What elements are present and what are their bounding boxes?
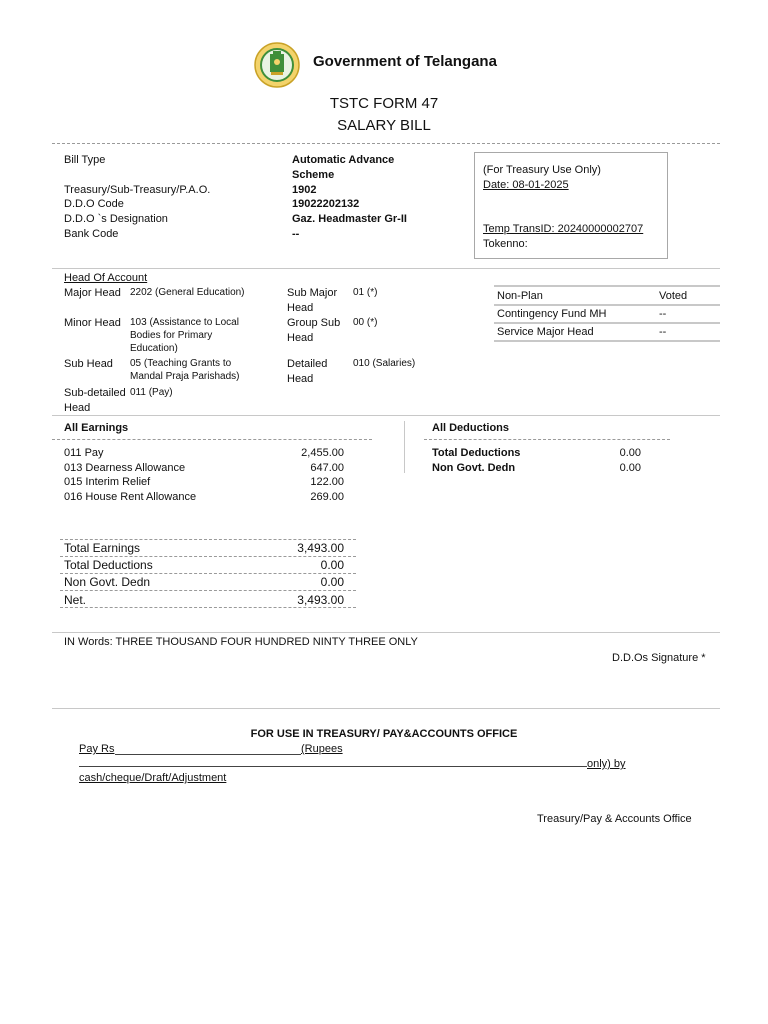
minor-head-value-1: 103 (Assistance to Local [130, 317, 239, 328]
form-subtitle: SALARY BILL [337, 117, 431, 134]
detailed-label-2: Head [287, 373, 314, 385]
temp-trans-id: Temp TransID: 20240000002707 [483, 223, 644, 235]
plan-value: Voted [659, 290, 688, 302]
bank-code-label: Bank Code [64, 228, 119, 240]
plan-label: Contingency Fund MH [497, 308, 607, 320]
totals-divider [60, 590, 356, 591]
rupees-line [79, 766, 587, 767]
bill-type-label: Bill Type [64, 154, 106, 166]
earning-label: 016 House Rent Allowance [64, 491, 197, 503]
total-label: Total Earnings [64, 541, 141, 555]
ddo-designation-label: D.D.O `s Designation [64, 213, 168, 225]
totals-divider [60, 539, 356, 540]
treasury-value: 1902 [292, 184, 317, 196]
minor-head-label: Minor Head [64, 317, 121, 329]
sub-head-value-1: 05 (Teaching Grants to [130, 358, 232, 369]
section-divider-2 [52, 415, 720, 416]
earnings-divider [52, 439, 372, 440]
head-of-account-title: Head Of Account [64, 272, 148, 284]
total-amount: 0.00 [320, 575, 344, 589]
earnings-deductions-separator [404, 421, 405, 473]
sub-head-value-2: Mandal Praja Parishads) [130, 371, 240, 382]
totals-divider [60, 573, 356, 574]
bill-type-value-1: Automatic Advance [292, 154, 395, 166]
deductions-title: All Deductions [432, 422, 510, 434]
group-sub-value: 00 (*) [353, 317, 378, 328]
pay-rs-underline [115, 754, 301, 755]
earning-label: 015 Interim Relief [64, 476, 151, 488]
sub-head-label: Sub Head [64, 358, 113, 370]
ddo-code-value: 19022202132 [292, 198, 360, 210]
header-divider [52, 143, 720, 144]
total-label: Non Govt. Dedn [64, 575, 151, 589]
group-sub-label-2: Head [287, 332, 314, 344]
net-amount: 3,493.00 [297, 593, 344, 607]
form-title: TSTC FORM 47 [329, 95, 439, 112]
treasury-box-title: (For Treasury Use Only) [483, 164, 601, 176]
minor-head-value-3: Education) [130, 343, 178, 354]
plan-value: -- [659, 326, 667, 338]
ddo-designation-value: Gaz. Headmaster Gr-II [292, 213, 407, 225]
section-divider-3 [52, 632, 720, 633]
government-title: Government of Telangana [313, 53, 497, 70]
sub-major-label-2: Head [287, 302, 314, 314]
earning-amount: 647.00 [310, 462, 344, 474]
section-divider-1 [52, 268, 720, 269]
plan-row [494, 287, 720, 306]
major-head-label: Major Head [64, 287, 121, 299]
treasury-box-date: Date: 08-01-2025 [483, 179, 569, 191]
totals-divider [60, 607, 356, 608]
token-number: Tokenno: [483, 238, 528, 250]
ddo-signature: D.D.Os Signature * [612, 652, 706, 664]
deduction-amount: 0.00 [619, 447, 641, 459]
total-label: Total Deductions [64, 558, 153, 572]
group-sub-label-1: Group Sub [287, 317, 341, 329]
amount-in-words: IN Words: THREE THOUSAND FOUR HUNDRED NINTY THREE ONLY [64, 636, 418, 648]
plan-row [494, 324, 720, 342]
sub-detailed-label-1: Sub-detailed [64, 387, 126, 399]
totals-divider [60, 556, 356, 557]
plan-table [494, 285, 720, 342]
only-by-label: only) by [587, 758, 626, 770]
detailed-value: 010 (Salaries) [353, 358, 416, 369]
earning-amount: 2,455.00 [301, 447, 344, 459]
bank-code-value: -- [292, 228, 300, 240]
deductions-divider [424, 439, 670, 440]
deduction-label: Total Deductions [432, 447, 521, 459]
section-divider-4 [52, 708, 720, 709]
plan-label: Non-Plan [497, 290, 543, 302]
plan-row [494, 306, 720, 324]
total-amount: 3,493.00 [297, 541, 344, 555]
net-label: Net. [64, 593, 87, 607]
treasury-office-signature: Treasury/Pay & Accounts Office [537, 813, 692, 825]
deduction-label: Non Govt. Dedn [432, 462, 516, 474]
ddo-code-label: D.D.O Code [64, 198, 124, 210]
treasury-label: Treasury/Sub-Treasury/P.A.O. [64, 184, 211, 196]
sub-major-value: 01 (*) [353, 287, 378, 298]
earning-label: 011 Pay [64, 447, 104, 459]
sub-major-label-1: Sub Major [287, 287, 338, 299]
sub-detailed-value: 011 (Pay) [130, 387, 173, 398]
earning-amount: 269.00 [310, 491, 344, 503]
plan-label: Service Major Head [497, 326, 594, 338]
earning-amount: 122.00 [310, 476, 344, 488]
minor-head-value-2: Bodies for Primary [130, 330, 213, 341]
sub-detailed-label-2: Head [64, 402, 91, 414]
payment-method: cash/cheque/Draft/Adjustment [79, 772, 227, 784]
telangana-emblem-logo [254, 42, 300, 88]
rupees-label: (Rupees [301, 743, 343, 755]
total-amount: 0.00 [320, 558, 344, 572]
bill-type-value-2: Scheme [292, 169, 335, 181]
plan-value: -- [659, 308, 667, 320]
earnings-title: All Earnings [64, 422, 129, 434]
earning-label: 013 Dearness Allowance [64, 462, 186, 474]
treasury-section-title: FOR USE IN TREASURY/ PAY&ACCOUNTS OFFICE [250, 728, 518, 740]
deduction-amount: 0.00 [619, 462, 641, 474]
detailed-label-1: Detailed [287, 358, 328, 370]
major-head-value: 2202 (General Education) [130, 287, 245, 298]
pay-rs-label: Pay Rs [79, 743, 115, 755]
